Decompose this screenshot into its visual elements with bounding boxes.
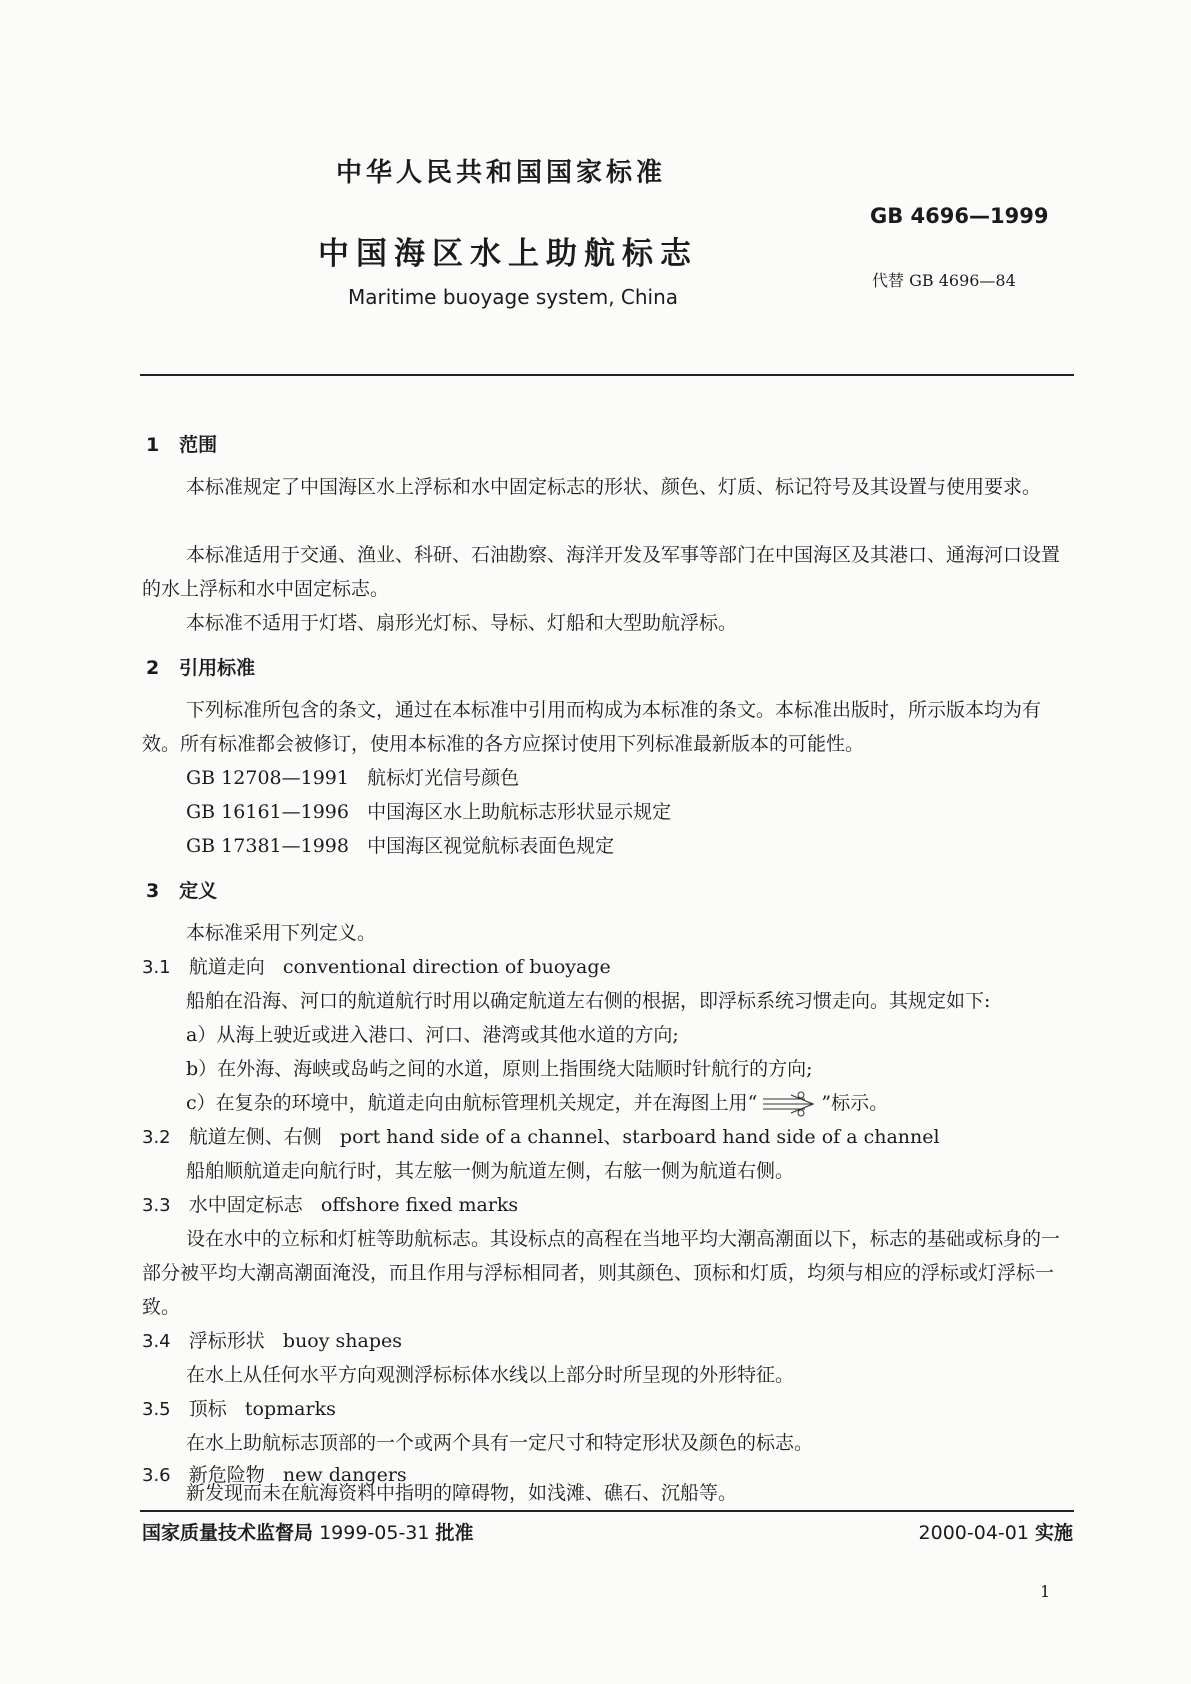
term-en: offshore fixed marks: [320, 1194, 519, 1216]
definition-number: 3.2: [142, 1127, 171, 1148]
reference-standard: [186, 829, 614, 863]
definition-3-6-text: 新发现而未在航海资料中指明的障碍物，如浅滩、礁石、沉船等。: [186, 1482, 738, 1504]
definition-3-1-item-a: a）从海上驶近或进入港口、河口、港湾或其他水道的方向;: [186, 1024, 679, 1046]
section-1-heading: [146, 430, 217, 457]
replaces-standard: 代替 GB 4696—84: [872, 271, 1016, 290]
approval-line: [142, 1518, 474, 1545]
document-title-cn: 中国海区水上助航标志: [318, 236, 698, 272]
term-cn: 浮标形状: [188, 1330, 265, 1352]
definition-number: 3.6: [142, 1465, 171, 1486]
definition-3-3-text: 设在水中的立标和灯桩等助航标志。其设标点的高程在当地平均大潮高潮面以下，标志的基础或标身的一部分被平均大潮高潮面淹没，而且作用与浮标相同者，则其颜色、顶标和灯质，均须与相应的浮标或灯浮标一致。: [142, 1228, 1061, 1318]
definition-3-1-item-b: b）在外海、海峡或岛屿之间的水道，原则上指围绕大陆顺时针航行的方向;: [186, 1058, 813, 1080]
section-number: 3: [146, 880, 160, 902]
section-2-heading: [146, 653, 255, 680]
term-en: new dangers: [282, 1464, 407, 1486]
approving-authority: 国家质量技术监督局: [142, 1522, 314, 1544]
definition-3-2-text: 船舶顺航道走向航行时，其左舷一侧为航道左侧，右舷一侧为航道右侧。: [186, 1160, 795, 1182]
definition-3-1-item-c: [186, 1086, 888, 1120]
definition-3-5-heading: [142, 1392, 336, 1427]
definition-3-1-text: 船舶在沿海、河口的航道航行时用以确定航道左右侧的根据，即浮标系统习惯走向。其规定如下:: [186, 990, 991, 1012]
section-2-paragraph-1: 下列标准所包含的条文，通过在本标准中引用而构成为本标准的条文。本标准出版时，所示版本均为有效。所有标准都会被修订，使用本标准的各方应探讨使用下列标准最新版本的可能性。: [142, 699, 1042, 755]
definition-number: 3.1: [142, 957, 171, 978]
approval-date: 1999-05-31: [319, 1522, 430, 1544]
section-3-heading: [146, 876, 217, 903]
term-cn: 顶标: [188, 1398, 227, 1420]
definition-3-1-heading: [142, 950, 611, 985]
term-cn: 水中固定标志: [188, 1194, 303, 1216]
term-cn: 航道走向: [188, 956, 265, 978]
definition-3-3-heading: [142, 1188, 518, 1223]
document-title-en: Maritime buoyage system, China: [348, 285, 679, 309]
definition-3-2-heading: [142, 1120, 940, 1155]
definition-3-5-text: 在水上助航标志顶部的一个或两个具有一定尺寸和特定形状及颜色的标志。: [186, 1432, 814, 1454]
term-cn: 航道左侧、右侧: [188, 1126, 322, 1148]
reference-code: GB 17381—1998: [186, 835, 349, 857]
section-3-intro: 本标准采用下列定义。: [186, 922, 377, 944]
term-en: buoy shapes: [282, 1330, 402, 1352]
term-en: port hand side of a channel、starboard hand side of a channel: [339, 1126, 940, 1148]
definition-number: 3.3: [142, 1195, 171, 1216]
reference-name: 航标灯光信号颜色: [367, 767, 520, 789]
header-divider: [140, 374, 1074, 376]
term-en: topmarks: [244, 1398, 336, 1420]
definition-number: 3.5: [142, 1399, 171, 1420]
definition-number: 3.4: [142, 1331, 171, 1352]
reference-code: GB 12708—1991: [186, 767, 349, 789]
reference-name: 中国海区水上助航标志形状显示规定: [367, 801, 672, 823]
section-1-paragraph-1: 本标准规定了中国海区水上浮标和水中固定标志的形状、颜色、灯质、标记符号及其设置与使用要求。: [186, 476, 1042, 498]
reference-standard: [186, 795, 671, 829]
standard-code: GB 4696—1999: [870, 204, 1049, 228]
item-c-text-after: ”标示。: [821, 1092, 889, 1114]
term-cn: 新危险物: [188, 1464, 265, 1486]
section-title: 引用标准: [179, 657, 256, 679]
section-number: 1: [146, 434, 160, 456]
footer-divider: [140, 1510, 1074, 1512]
section-title: 定义: [179, 880, 218, 902]
section-1-paragraph-2: 本标准适用于交通、渔业、科研、石油勘察、海洋开发及军事等部门在中国海区及其港口、通海河口设置的水上浮标和水中固定标志。: [142, 544, 1061, 600]
section-number: 2: [146, 657, 160, 679]
section-1-paragraph-3: 本标准不适用于灯塔、扇形光灯标、导标、灯船和大型助航浮标。: [186, 612, 738, 634]
page-number: 1: [1040, 1582, 1051, 1601]
reference-name: 中国海区视觉航标表面色规定: [367, 835, 615, 857]
effective-label: 实施: [1034, 1522, 1073, 1544]
approval-label: 批准: [435, 1522, 474, 1544]
definition-3-4-heading: [142, 1324, 402, 1359]
buoyage-direction-symbol-icon: [761, 1091, 817, 1117]
national-standard-title: 中华人民共和国国家标准: [336, 158, 667, 188]
item-c-text-before: c）在复杂的环境中，航道走向由航标管理机关规定，并在海图上用“: [186, 1092, 758, 1114]
section-title: 范围: [179, 434, 218, 456]
reference-standard: [186, 761, 519, 795]
definition-3-4-text: 在水上从任何水平方向观测浮标标体水线以上部分时所呈现的外形特征。: [186, 1364, 795, 1386]
effective-date: 2000-04-01: [918, 1522, 1029, 1544]
reference-code: GB 16161—1996: [186, 801, 349, 823]
term-en: conventional direction of buoyage: [282, 956, 611, 978]
effective-line: [919, 1518, 1073, 1545]
